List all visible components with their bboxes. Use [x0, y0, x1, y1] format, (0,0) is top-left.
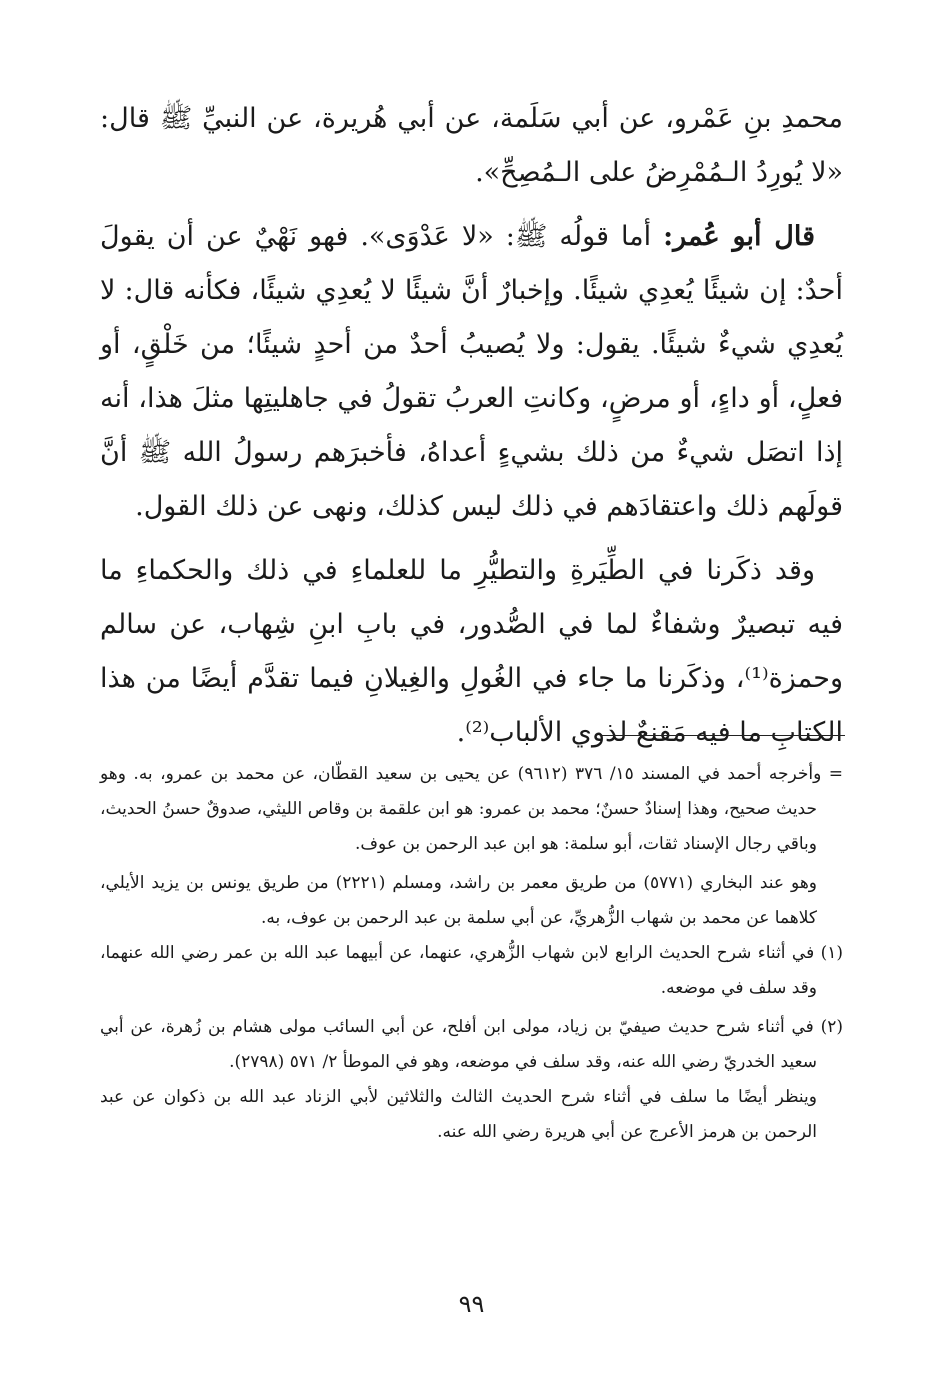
footnote-continuation-1: = وأخرجه أحمد في المسند ١٥/ ٣٧٦ (٩٦١٢) عن يحيى بن سعيد القطّان، عن محمد بن عمرو، به. وهو حديث صحيح، وهذا إسنادٌ حسنٌ؛ محمد بن عمرو: هو ابن علقمة بن وقاص الليثي، صدوقٌ حسنُ الحديث، وباقي رجال الإسناد ثقات، أبو سلمة: هو ابن عبد الرحمن بن عوف. [100, 764, 843, 854]
paragraph-2-text: أما قولُه ﷺ: «لا عَدْوَى». فهو نَهْيٌ عن أن يقولَ أحدٌ: إن شيئًا يُعدِي شيئًا. وإخبارٌ أنَّ شيئًا لا يُعدِي شيئًا، فكأنه قال: لا يُعدِي شيءٌ شيئًا. يقول: ولا يُصيبُ أحدٌ من أحدٍ شيئًا؛ من خَلْقٍ، أو فعلٍ، أو داءٍ، أو مرضٍ، وكانتِ العربُ تقولُ في جاهليتِها مثلَ هذا، أنه إذا اتصَل شيءٌ من ذلك بشيءٍ أعداهُ، فأخبرَهم رسولُ الله ﷺ أنَّ قولَهم ذلك واعتقادَهم في ذلك ليس كذلك، ونهى عن ذلك القول. [100, 221, 843, 522]
page-number: ٩٩ [458, 1290, 485, 1318]
paragraph-2 [100, 210, 843, 534]
footnote-continuation-2: وهو عند البخاري (٥٧٧١) من طريق معمر بن راشد، ومسلم (٢٢٢١) من طريق يونس بن يزيد الأيلي، كلاهما عن محمد بن شهاب الزُّهريِّ، عن أبي سلمة بن عبد الرحمن بن عوف، به. [100, 873, 818, 928]
footnote-separator [600, 735, 845, 736]
speaker-label: قال أبو عُمر: [663, 221, 815, 252]
footnote-2: (٢) في أثناء شرح حديث صيفيّ بن زياد، مولى ابن أفلح، عن أبي السائب مولى هشام بن زُهرة، عن أبي سعيد الخدريّ رضي الله عنه، وقد سلف في موضعه، وهو في الموطأ ٢/ ٥٧١ (٢٧٩٨). [100, 1017, 843, 1072]
footnote-1: (١) في أثناء شرح الحديث الرابع لابن شهاب الزُّهري، عنهما، عن أبيهما عبد الله بن عمر رضي الله عنهما، وقد سلف في موضعه. [100, 943, 843, 998]
paragraph-3: وقد ذكَرنا في الطِّيَرةِ والتطيُّرِ ما للعلماءِ في ذلك والحكماءِ ما فيه تبصيرٌ وشفاءٌ لما في الصُّدور، في بابِ ابنِ شِهاب، عن سالم وحمزة⁽¹⁾، وذكَرنا ما جاء في الغُولِ والغِيلانِ فيما تقدَّم أيضًا من هذا الكتابِ ما فيه مَقنعٌ لذوي الألباب⁽²⁾. [100, 555, 843, 748]
paragraph-1: محمدِ بنِ عَمْرو، عن أبي سَلَمة، عن أبي هُريرة، عن النبيِّ ﷺ قال: «لا يُورِدُ الـمُمْرِضُ على الـمُصِحِّ». [100, 103, 843, 188]
main-text [100, 92, 843, 760]
footnotes [100, 757, 843, 1150]
footnote-2-continuation: وينظر أيضًا ما سلف في أثناء شرح الحديث الثالث والثلاثين لأبي الزناد عبد الله بن ذكوان عن عبد الرحمن بن هرمز الأعرج عن أبي هريرة رضي الله عنه. [100, 1087, 817, 1142]
